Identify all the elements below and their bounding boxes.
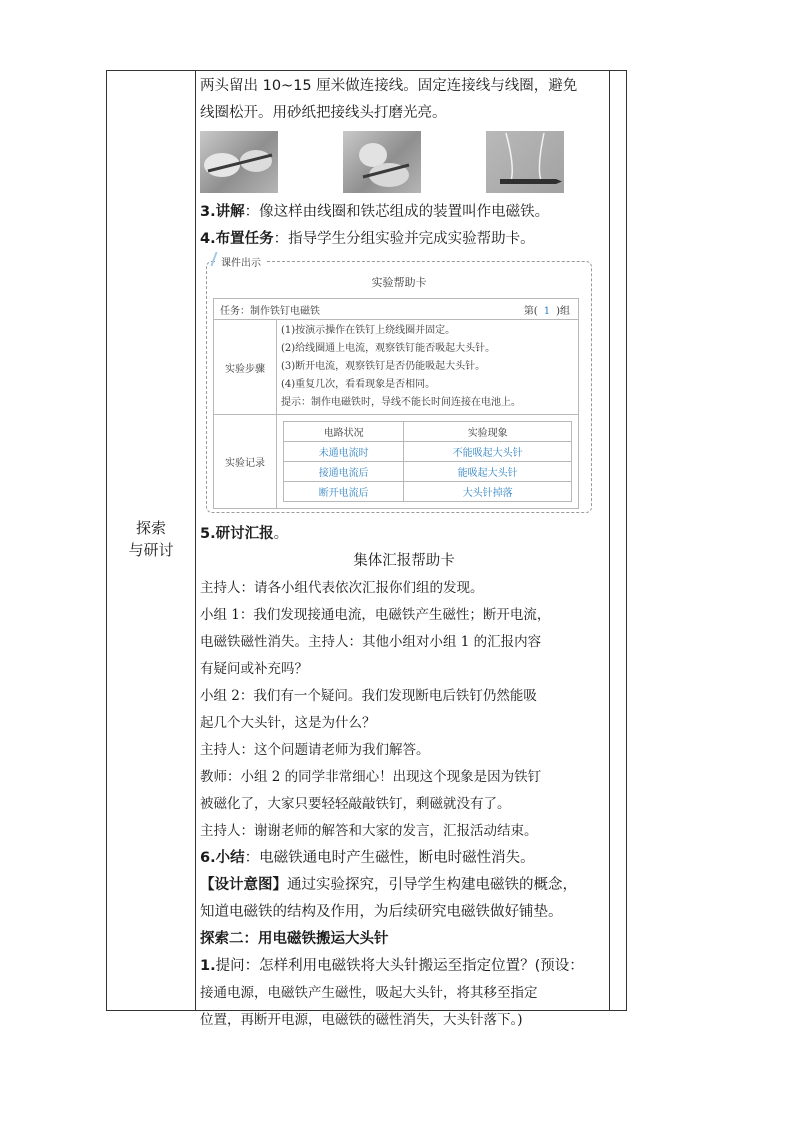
- design-intent-line2: 知道电磁铁的结构及作用，为后续研究电磁铁做好铺垫。: [200, 904, 563, 920]
- steps-list: [277, 320, 579, 415]
- step3-line: [200, 199, 608, 226]
- group-number: [524, 302, 578, 317]
- report-line: 主持人：这个问题请老师为我们解答。: [200, 742, 430, 758]
- explore2-heading: 探索二：用电磁铁搬运大头针: [200, 931, 389, 947]
- record-row: [214, 415, 579, 509]
- card-tag: [217, 254, 265, 269]
- record-cell-condition: 未通电流时: [284, 442, 404, 462]
- record-cell-result: 能吸起大头针: [404, 462, 572, 482]
- step-tip: 提示：制作电磁铁时，导线不能长时间连接在电池上。: [281, 397, 521, 408]
- record-data-row: [284, 442, 572, 462]
- step4-text: ：指导学生分组实验并完成实验帮助卡。: [273, 231, 535, 247]
- task-label: 任务：制作铁钉电磁铁: [220, 305, 320, 317]
- report-line: 被磁化了，大家只要轻轻敲敲铁钉，剩磁就没有了。: [200, 796, 511, 812]
- report-line: 起几个大头针，这是为什么？: [200, 715, 376, 731]
- report-line: 教师：小组 2 的同学非常细心！出现这个现象是因为铁钉: [200, 769, 542, 785]
- step6-prefix: 6.小结: [200, 850, 245, 866]
- record-cell-condition: 断开电流后: [284, 482, 404, 502]
- design-intent-label: 【设计意图】: [200, 877, 287, 893]
- group-prefix: 第(: [523, 305, 538, 317]
- content-column: [200, 73, 608, 1034]
- section-label-line1: 探索: [135, 519, 166, 537]
- photo-finished-electromagnet: [486, 131, 564, 193]
- lesson-table: [106, 70, 627, 1028]
- step5-text: 。: [273, 526, 289, 542]
- step3-prefix: 3.讲解: [200, 204, 245, 220]
- step5-line: [200, 521, 608, 548]
- question1-line2: 接通电源，电磁铁产生磁性，吸起大头针，将其移至指定: [200, 985, 538, 1001]
- card-tag-text: 课件出示: [221, 258, 261, 269]
- helper-table: [213, 298, 579, 509]
- record-cell-result: 大头针掉落: [404, 482, 572, 502]
- step6-text: ：电磁铁通电时产生磁性，断电时磁性消失。: [244, 850, 535, 866]
- report-line: 小组 1：我们发现接通电流，电磁铁产生磁性；断开电流，: [200, 607, 551, 623]
- report-line: 主持人：请各小组代表依次汇报你们组的发现。: [200, 580, 484, 596]
- steps-row: [214, 320, 579, 415]
- task-row: [214, 299, 579, 320]
- step4-prefix: 4.布置任务: [200, 231, 274, 247]
- step-item: (3)断开电流，观察铁钉是否仍能吸起大头针。: [281, 361, 486, 372]
- record-header: 实验现象: [404, 422, 572, 442]
- step3-text: ：像这样由线圈和铁芯组成的装置叫作电磁铁。: [244, 204, 550, 220]
- report-line: 电磁铁磁性消失。主持人：其他小组对小组 1 的汇报内容: [200, 634, 542, 650]
- step4-line: [200, 226, 608, 253]
- record-header-row: [284, 422, 572, 442]
- record-label: 实验记录: [214, 415, 277, 509]
- question1-text1: 提问：怎样利用电磁铁将大头针搬运至指定位置？(预设：: [215, 958, 584, 974]
- design-intent-line1: [200, 872, 608, 899]
- experiment-help-card: [206, 258, 592, 513]
- top-text-line2: 线圈松开。用砂纸把接线头打磨光亮。: [200, 105, 447, 121]
- card-title: 实验帮助卡: [371, 276, 427, 289]
- step-item: (1)按演示操作在铁钉上绕线圈并固定。: [281, 325, 456, 336]
- photo-sanding-wire: [343, 131, 421, 193]
- report-title: 集体汇报帮助卡: [353, 553, 455, 569]
- record-header: 电路状况: [284, 422, 404, 442]
- report-line: 小组 2：我们有一个疑问。我们发现断电后铁钉仍然能吸: [200, 688, 537, 704]
- photo-strip: [200, 131, 608, 197]
- report-line: 有疑问或补充吗？: [200, 661, 308, 677]
- design-intent-text1: 通过实验探究，引导学生构建电磁铁的概念，: [287, 877, 577, 893]
- question1-line1: [200, 953, 608, 980]
- record-cell: [277, 415, 579, 509]
- step-item: (4)重复几次，看看现象是否相同。: [281, 379, 436, 390]
- column-divider-right: [609, 71, 610, 1010]
- column-divider-left: [195, 71, 196, 1010]
- record-data-row: [284, 462, 572, 482]
- group-no: 1: [543, 305, 551, 317]
- record-data-row: [284, 482, 572, 502]
- task-cell: [214, 299, 579, 320]
- record-cell-condition: 接通电流后: [284, 462, 404, 482]
- steps-label: 实验步骤: [214, 320, 277, 415]
- record-cell-result: 不能吸起大头针: [404, 442, 572, 462]
- step6-line: [200, 845, 608, 872]
- group-suffix: )组: [556, 305, 570, 317]
- section-label-line2: 与研讨: [128, 541, 174, 559]
- report-line: 主持人：谢谢老师的解答和大家的发言，汇报活动结束。: [200, 823, 538, 839]
- step5-prefix: 5.研讨汇报: [200, 526, 274, 542]
- top-text-line1: 两头留出 10~15 厘米做连接线。固定连接线与线圈，避免: [200, 78, 578, 94]
- photo-winding-coil: [200, 131, 278, 193]
- step-item: (2)给线圈通上电流，观察铁钉能否吸起大头针。: [281, 343, 496, 354]
- section-label: [107, 517, 195, 561]
- record-table: [283, 421, 572, 502]
- question1-line3: 位置，再断开电源，电磁铁的磁性消失，大头针落下。): [200, 1012, 523, 1028]
- question1-prefix: 1.: [200, 958, 216, 974]
